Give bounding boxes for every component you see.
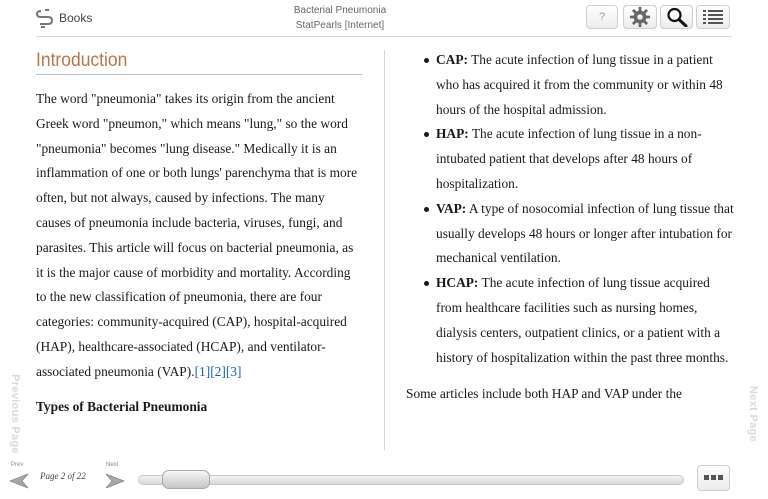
prev-label: Prev (11, 462, 24, 468)
reference-link[interactable]: [3] (225, 363, 242, 379)
page-indicator: Page 2 of 22 (40, 471, 86, 481)
left-column (36, 44, 362, 417)
previous-page-label: Previous Page (9, 374, 21, 454)
list-item (406, 122, 734, 196)
search-button[interactable] (660, 5, 693, 29)
document-title: Bacterial Pneumonia (293, 5, 387, 16)
thumbnails-icon (704, 474, 724, 482)
right-column (406, 44, 734, 406)
pneumonia-types-list (406, 48, 734, 370)
list-item-text: The acute infection of lung tissue in a patient who has acquired it from the community or within 48 hours of the hospital admission. (436, 52, 723, 117)
section-heading: Introduction (36, 50, 363, 75)
trailing-paragraph: Some articles include both HAP and VAP under the (406, 386, 682, 402)
list-item (406, 271, 734, 370)
arrow-right-icon (105, 473, 125, 489)
top-toolbar (0, 0, 768, 36)
thumbnails-button[interactable] (697, 465, 730, 491)
subsection-heading: Types of Bacterial Pneumonia (36, 398, 208, 414)
reference-link[interactable]: [1] (194, 363, 211, 379)
next-label: Next (106, 462, 119, 468)
list-item-text: The acute infection of lung tissue in a non-intubated patient that develops after 48 hours of hospitalization. (436, 126, 702, 191)
list-item-term: HAP: (436, 126, 469, 142)
list-item-term: VAP: (436, 200, 467, 216)
list-item (406, 48, 734, 122)
next-page-side-button[interactable] (746, 378, 760, 450)
next-page-label: Next Page (747, 386, 759, 442)
intro-paragraph (36, 87, 362, 385)
bottom-toolbar (0, 458, 768, 499)
books-label: Books (59, 11, 93, 25)
page-slider-handle[interactable] (162, 470, 210, 489)
gear-icon (629, 6, 651, 28)
next-page-button[interactable] (102, 462, 128, 492)
list-icon (703, 9, 723, 25)
column-divider (384, 50, 385, 450)
prev-page-button[interactable] (6, 462, 32, 492)
arrow-left-icon (9, 473, 29, 489)
settings-button[interactable] (623, 5, 657, 29)
document-title-block (240, 3, 440, 33)
books-icon (36, 8, 54, 28)
table-of-contents-button[interactable] (696, 5, 730, 29)
page-slider-track[interactable] (138, 475, 684, 485)
list-item-term: CAP: (436, 52, 468, 67)
reference-link[interactable]: [2] (210, 363, 226, 379)
list-item-term: HCAP: (436, 275, 479, 291)
list-item (406, 197, 734, 271)
list-item-text: The acute infection of lung tissue acquired from healthcare facilities such as nursing homes, dialysis centers, outpatient clinics, or a patient with a history of hospitalization within the past three months. (436, 275, 729, 365)
search-icon (666, 7, 688, 27)
list-item-text: A type of nosocomial infection of lung tissue that usually develops 48 hours or longer after intubation for mechanical ventilation. (436, 200, 734, 266)
intro-paragraph-text: The word "pneumonia" takes its origin from the ancient Greek word "pneumon," which means "lung," so the word "pneumonia" becomes "lung disease." Medically it is an inflammation of one or both lungs' parenchyma that is more often, but not always, caused by infections. The many causes of pneumonia include bacteria, viruses, fungi, and parasites. This article will focus on bacterial pneumonia, as it is the major cause of morbidity and mortality. According to the new classification of pneumonia, there are four categories: community-acquired (CAP), hospital-acquired (HAP), healthcare-associated (HCAP), and ventilator-associated pneumonia (VAP). (36, 91, 358, 379)
help-button[interactable]: ? (586, 5, 618, 29)
document-subtitle: StatPearls [Internet] (295, 20, 385, 31)
toolbar-divider (36, 36, 732, 37)
books-button[interactable] (36, 8, 92, 28)
previous-page-side-button[interactable] (8, 374, 22, 454)
